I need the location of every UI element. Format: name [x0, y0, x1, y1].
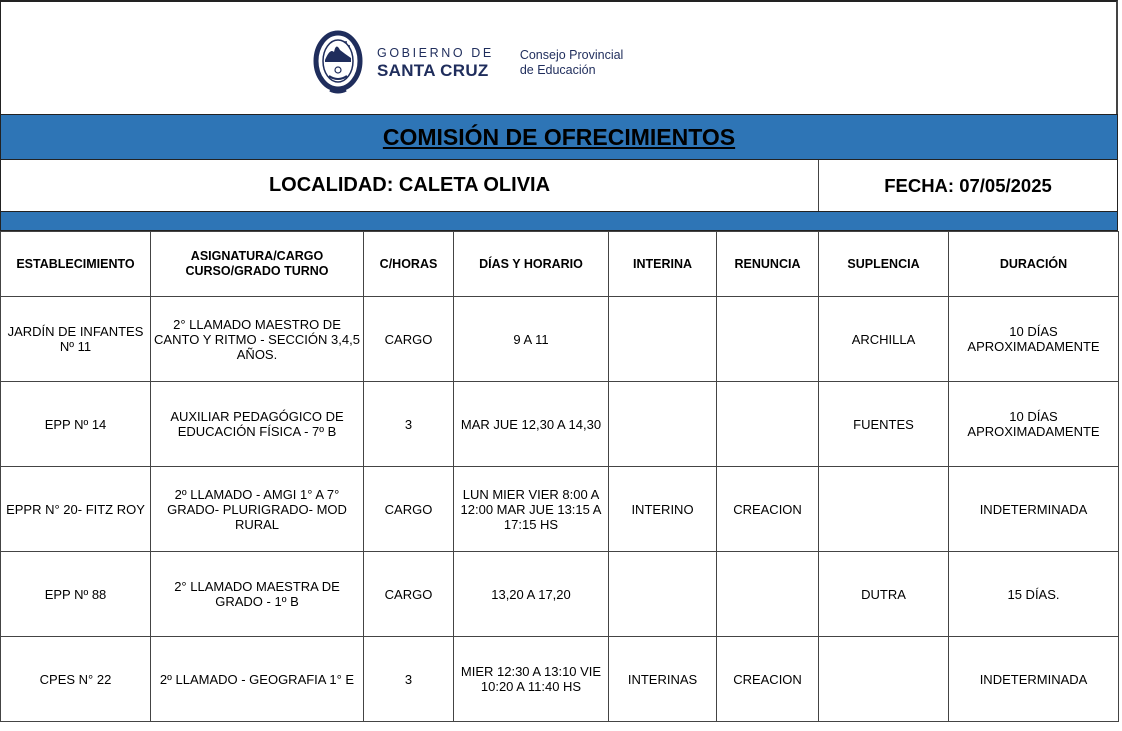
cell-suplencia: FUENTES [819, 382, 949, 467]
cell-establecimiento: JARDÍN DE INFANTES Nº 11 [1, 297, 151, 382]
government-name [377, 47, 494, 79]
cell-dias-horario: 13,20 A 17,20 [454, 552, 609, 637]
locality-date-row [0, 160, 1118, 211]
cell-establecimiento: CPES N° 22 [1, 637, 151, 722]
table-row [1, 382, 1119, 467]
council-name [520, 48, 624, 78]
cell-dias-horario: 9 A 11 [454, 297, 609, 382]
cell-establecimiento: EPP Nº 14 [1, 382, 151, 467]
cell-asignatura: AUXILIAR PEDAGÓGICO DE EDUCACIÓN FÍSICA - 7º B [151, 382, 364, 467]
column-header-asignatura-line2: CURSO/GRADO TURNO [185, 264, 329, 278]
header-logo-area [0, 0, 1118, 114]
cell-duracion: 10 DÍAS APROXIMADAMENTE [949, 382, 1119, 467]
cell-asignatura: 2º LLAMADO - GEOGRAFIA 1° E [151, 637, 364, 722]
column-header-asignatura-text [154, 249, 360, 279]
cell-asignatura: 2º LLAMADO - AMGI 1° A 7° GRADO- PLURIGRADO- MOD RURAL [151, 467, 364, 552]
cell-horas: CARGO [364, 297, 454, 382]
page-title: COMISIÓN DE OFRECIMIENTOS [382, 123, 736, 150]
cell-renuncia: CREACION [717, 467, 819, 552]
cell-suplencia: ARCHILLA [819, 297, 949, 382]
cell-duracion: 10 DÍAS APROXIMADAMENTE [949, 297, 1119, 382]
table-row [1, 637, 1119, 722]
cell-establecimiento: EPP Nº 88 [1, 552, 151, 637]
cell-suplencia: DUTRA [819, 552, 949, 637]
cell-horas: CARGO [364, 552, 454, 637]
column-header-horas: C/HORAS [364, 232, 454, 297]
cell-duracion: INDETERMINADA [949, 467, 1119, 552]
council-name-line2: de Educación [519, 63, 596, 77]
cell-duracion: 15 DÍAS. [949, 552, 1119, 637]
cell-dias-horario: LUN MIER VIER 8:00 A 12:00 MAR JUE 13:15 A 17:15 HS [454, 467, 609, 552]
government-name-line1: GOBIERNO DE [377, 46, 494, 61]
table-row [1, 552, 1119, 637]
cell-renuncia [717, 297, 819, 382]
cell-horas: 3 [364, 637, 454, 722]
government-logo [312, 28, 623, 98]
separator-band [0, 211, 1118, 231]
coat-of-arms-icon [312, 28, 364, 98]
table-header-row [1, 232, 1119, 297]
cell-asignatura: 2° LLAMADO MAESTRO DE CANTO Y RITMO - SECCIÓN 3,4,5 AÑOS. [151, 297, 364, 382]
title-band [0, 114, 1118, 160]
table-row [1, 467, 1119, 552]
cell-renuncia: CREACION [717, 637, 819, 722]
cell-duracion: INDETERMINADA [949, 637, 1119, 722]
cell-renuncia [717, 552, 819, 637]
column-header-asignatura-line1: ASIGNATURA/CARGO [190, 249, 324, 263]
locality-label: LOCALIDAD: CALETA OLIVIA [1, 160, 819, 211]
table-row [1, 297, 1119, 382]
offerings-table [0, 231, 1119, 722]
cell-asignatura: 2° LLAMADO MAESTRA DE GRADO - 1º B [151, 552, 364, 637]
column-header-duracion: DURACIÓN [949, 232, 1119, 297]
date-label: FECHA: 07/05/2025 [884, 174, 1052, 196]
cell-suplencia [819, 637, 949, 722]
cell-horas: 3 [364, 382, 454, 467]
column-header-interina: INTERINA [609, 232, 717, 297]
cell-dias-horario: MAR JUE 12,30 A 14,30 [454, 382, 609, 467]
column-header-suplencia: SUPLENCIA [819, 232, 949, 297]
column-header-renuncia: RENUNCIA [717, 232, 819, 297]
cell-interina: INTERINAS [609, 637, 717, 722]
cell-suplencia [819, 467, 949, 552]
cell-establecimiento: EPPR N° 20- FITZ ROY [1, 467, 151, 552]
cell-interina [609, 552, 717, 637]
cell-horas: CARGO [364, 467, 454, 552]
cell-interina [609, 297, 717, 382]
column-header-asignatura [151, 232, 364, 297]
column-header-establecimiento: ESTABLECIMIENTO [1, 232, 151, 297]
cell-interina: INTERINO [609, 467, 717, 552]
column-header-dias-horario: DÍAS Y HORARIO [454, 232, 609, 297]
cell-dias-horario: MIER 12:30 A 13:10 VIE 10:20 A 11:40 HS [454, 637, 609, 722]
cell-renuncia [717, 382, 819, 467]
cell-interina [609, 382, 717, 467]
government-name-line2: SANTA CRUZ [377, 60, 489, 80]
council-name-line1: Consejo Provincial [519, 48, 624, 62]
